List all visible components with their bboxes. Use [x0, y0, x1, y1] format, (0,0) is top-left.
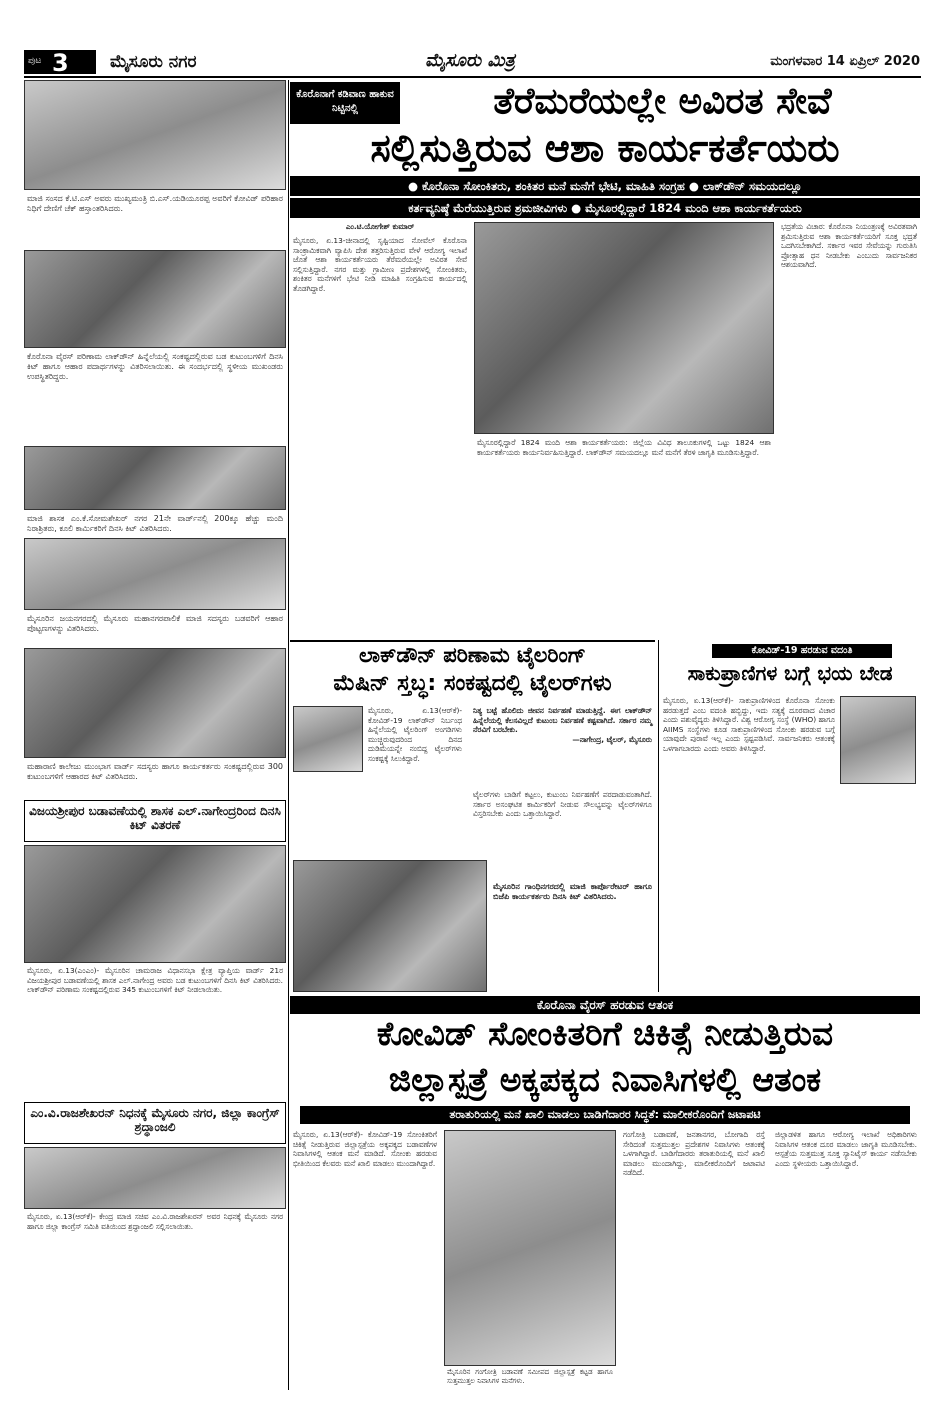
- donation-photo: [24, 80, 286, 190]
- hospital-subhead: ತರಾತುರಿಯಲ್ಲಿ ಮನೆ ಖಾಲಿ ಮಾಡಲು ಬಾಡಿಗೆದಾರರ ಸಿದ್ಧತೆ: ಮಾಲೀಕರೊಂದಿಗೆ ಜಟಾಪಟಿ: [300, 1106, 910, 1124]
- issue-date: ಮಂಗಳವಾರ 14 ಏಪ್ರಿಲ್ 2020: [770, 54, 920, 69]
- rajashekharan-body: ಮೈಸೂರು, ಏ.13(ಆರ್‌ಕೆ)- ಕೇಂದ್ರ ಮಾಜಿ ಸಚಿವ ಎಂ.ವಿ.ರಾಜಶೇಖರನ್ ಅವರ ನಿಧನಕ್ಕೆ ಮೈಸೂರು ನಗರ ಹಾಗೂ ಜಿಲ್ಲಾ ಕಾಂಗ್ರೆಸ್ ಸಮಿತಿ ವತಿಯಿಂದ ಶ್ರದ್ಧಾಂಜಲಿ ಸಲ್ಲಿಸಲಾಯಿತು.: [27, 1212, 283, 1231]
- jayanagar-caption: ಮೈಸೂರಿನ ಜಯನಗರದಲ್ಲಿ ಮೈಸೂರು ಮಹಾನಗರಪಾಲಿಕೆ ಮಾಜಿ ಸದಸ್ಯರು ಬಡವರಿಗೆ ಆಹಾರ ಪೊಟ್ಟಣಗಳನ್ನು ವಿತರಿಸಿದರು.: [27, 614, 283, 633]
- hospital-column-3: ಗಂಗೋತ್ರಿ ಬಡಾವಣೆ, ಜನತಾನಗರ, ಬೋಗಾದಿ ರಸ್ತೆ ಸೇರಿದಂತೆ ಸುತ್ತಮುತ್ತಲ ಪ್ರದೇಶಗಳ ನಿವಾಸಿಗಳು ಆತಂಕಕ್ಕೆ ಒಳಗಾಗಿದ್ದಾರೆ. ಬಾಡಿಗೆದಾರರು ತರಾತುರಿಯಲ್ಲಿ ಮನೆ ಖಾಲಿ ಮಾಡಲು ಮುಂದಾಗಿದ್ದು, ಮಾಲೀಕರೊಂದಿಗೆ ಜಟಾಪಟಿ ನಡೆದಿದೆ.: [623, 1130, 765, 1178]
- ward-21-photo: [24, 446, 286, 510]
- tailor-body-2: ಟೈಲರ್‌ಗಳು ಬಾಡಿಗೆ ಕಟ್ಟಲು, ಕುಟುಂಬ ನಿರ್ವಹಣೆಗೆ ಪರದಾಡುವಂತಾಗಿದೆ. ಸರ್ಕಾರ ಅಸಂಘಟಿತ ಕಾರ್ಮಿಕರಿಗೆ ನೀಡುವ ಸೌಲಭ್ಯವನ್ನು ಟೈಲರ್‌ಗಳಿಗೂ ವಿಸ್ತರಿಸಬೇಕು ಎಂದು ಒತ್ತಾಯಿಸಿದ್ದಾರೆ.: [473, 790, 652, 819]
- tailor-quote-text: ನಿತ್ಯ ಬಟ್ಟೆ ಹೊಲಿದು ಜೀವನ ನಿರ್ವಹಣೆ ಮಾಡುತ್ತಿದ್ದೆ. ಈಗ ಲಾಕ್‌ಡೌನ್ ಹಿನ್ನೆಲೆಯಲ್ಲಿ ಕೆಲಸವಿಲ್ಲದೆ ಕುಟುಂಬ ನಿರ್ವಹಣೆ ಕಷ್ಟವಾಗಿದೆ. ಸರ್ಕಾರ ನಮ್ಮ ನೆರವಿಗೆ ಬರಬೇಕು.: [473, 706, 652, 735]
- vijayashripura-body: ಮೈಸೂರು, ಏ.13(ಎಂಎಂ)- ಮೈಸೂರಿನ ಚಾಮರಾಜ ವಿಧಾನಸಭಾ ಕ್ಷೇತ್ರ ವ್ಯಾಪ್ತಿಯ ವಾರ್ಡ್ 21ರ ವಿಜಯಶ್ರೀಪುರ ಬಡಾವಣೆಯಲ್ಲಿ ಶಾಸಕ ಎಲ್.ನಾಗೇಂದ್ರ ಅವರು ಬಡ ಕುಟುಂಬಗಳಿಗೆ ದಿನಸಿ ಕಿಟ್ ವಿತರಿಸಿದರು. ಲಾಕ್‌ಡೌನ್ ಪರಿಣಾಮ ಸಂಕಷ್ಟದಲ್ಲಿರುವ 345 ಕುಟುಂಬಗಳಿಗೆ ಕಿಟ್ ನೀಡಲಾಯಿತು.: [27, 966, 283, 995]
- lead-subhead-1: ● ಕೊರೊನಾ ಸೋಂಕಿತರು, ಶಂಕಿತರ ಮನೆ ಮನೆಗೆ ಭೇಟಿ, ಮಾಹಿತಿ ಸಂಗ್ರಹ ● ಲಾಕ್‌ಡೌನ್ ಸಮಯದಲ್ಲೂ: [290, 176, 920, 196]
- vijayashripura-photo: [24, 845, 286, 963]
- maharani-caption: ಮಹಾರಾಣಿ ಕಾಲೇಜು ಮುಂಭಾಗ ವಾರ್ಡ್ ಸದಸ್ಯರು ಹಾಗೂ ಕಾರ್ಯಕರ್ತರು ಸಂಕಷ್ಟದಲ್ಲಿರುವ 300 ಕುಟುಂಬಗಳಿಗೆ ಆಹಾರದ ಕಿಟ್ ವಿತರಿಸಿದರು.: [27, 762, 283, 781]
- hospital-column-4: ಜಿಲ್ಲಾಡಳಿತ ಹಾಗೂ ಆರೋಗ್ಯ ಇಲಾಖೆ ಅಧಿಕಾರಿಗಳು ನಿವಾಸಿಗಳ ಆತಂಕ ದೂರ ಮಾಡಲು ಜಾಗೃತಿ ಮೂಡಿಸಬೇಕು. ಆಸ್ಪತ್ರೆಯ ಸುತ್ತಮುತ್ತ ಸೂಕ್ತ ಸ್ಯಾನಿಟೈಸ್ ಕಾರ್ಯ ನಡೆಸಬೇಕು ಎಂದು ಸ್ಥಳೀಯರು ಒತ್ತಾಯಿಸಿದ್ದಾರೆ.: [775, 1130, 917, 1168]
- paper-name: ಮೈಸೂರು ಮಿತ್ರ: [425, 50, 515, 71]
- lead-column-3: ಮೈಸೂರಲ್ಲಿದ್ದಾರೆ 1824 ಮಂದಿ ಆಶಾ ಕಾರ್ಯಕರ್ತೆಯರು: ಜಿಲ್ಲೆಯ ವಿವಿಧ ತಾಲೂಕುಗಳಲ್ಲಿ ಒಟ್ಟು 1824 ಆಶಾ ಕಾರ್ಯಕರ್ತೆಯರು ಕಾರ್ಯನಿರ್ವಹಿಸುತ್ತಿದ್ದಾರೆ. ಲಾಕ್‌ಡೌನ್ ಸಮಯದಲ್ಲೂ ಮನೆ ಮನೆಗೆ ತೆರಳಿ ಜಾಗೃತಿ ಮೂಡಿಸುತ್ತಿದ್ದಾರೆ.: [477, 438, 771, 457]
- ward-21-caption: ಮಾಜಿ ಶಾಸಕ ಎಂ.ಕೆ.ಸೋಮಶೇಖರ್ ನಗರ 21ನೇ ವಾರ್ಡ್‌ನಲ್ಲಿ 200ಕ್ಕೂ ಹೆಚ್ಚು ಮಂದಿ ನಿರಾಶ್ರಿತರು, ಕೂಲಿ ಕಾರ್ಮಿಕರಿಗೆ ದಿನಸಿ ಕಿಟ್ ವಿತರಿಸಿದರು.: [27, 514, 283, 533]
- hospital-photo: [444, 1130, 616, 1366]
- lead-byline: ಎಂ.ಟಿ.ಯೋಗೇಶ್ ಕುಮಾರ್: [345, 222, 415, 231]
- donation-caption: ಮಾಜಿ ಸಂಸದ ಕೆ.ಟಿ.ಎಸ್ ಅವರು ಮುಖ್ಯಮಂತ್ರಿ ಬಿ.ಎಸ್.ಯಡಿಯೂರಪ್ಪ ಅವರಿಗೆ ಕೋವಿಡ್ ಪರಿಹಾರ ನಿಧಿಗೆ ದೇಣಿಗೆ ಚೆಕ್ ಹಸ್ತಾಂತರಿಸಿದರು.: [27, 194, 283, 213]
- sewing-machine-photo: [293, 706, 363, 772]
- tribute-photo: [24, 1147, 286, 1209]
- left-column-divider: [288, 80, 289, 1390]
- kit-distribution-caption: ಕೊರೊನಾ ವೈರಸ್ ಪರಿಣಾಮ ಲಾಕ್‌ಡೌನ್ ಹಿನ್ನೆಲೆಯಲ್ಲಿ ಸಂಕಷ್ಟದಲ್ಲಿರುವ ಬಡ ಕುಟುಂಬಗಳಿಗೆ ದಿನಸಿ ಕಿಟ್ ಹಾಗೂ ಆಹಾರ ಪದಾರ್ಥಗಳನ್ನು ವಿತರಿಸಲಾಯಿತು. ಈ ಸಂದರ್ಭದಲ್ಲಿ ಸ್ಥಳೀಯ ಮುಖಂಡರು ಉಪಸ್ಥಿತರಿದ್ದರು.: [27, 352, 283, 381]
- hospital-headline-1: ಕೋವಿಡ್ ಸೋಂಕಿತರಿಗೆ ಚಿಕಿತ್ಸೆ ನೀಡುತ್ತಿರುವ: [376, 1016, 834, 1053]
- tailor-body-1: ಮೈಸೂರು, ಏ.13(ಆರ್‌ಕೆ)- ಕೋವಿಡ್-19 ಲಾಕ್‌ಡೌನ್ ನಿರ್ಬಂಧ ಹಿನ್ನೆಲೆಯಲ್ಲಿ ಟೈಲರಿಂಗ್ ಅಂಗಡಿಗಳು ಮುಚ್ಚಿರುವುದರಿಂದ ದಿನದ ದುಡಿಮೆಯನ್ನೇ ನಂಬಿದ್ದ ಟೈಲರ್‌ಗಳು ಸಂಕಷ್ಟಕ್ಕೆ ಸಿಲುಕಿದ್ದಾರೆ.: [368, 706, 462, 763]
- page-number: 3: [52, 50, 69, 74]
- hospital-photo-caption: ಮೈಸೂರಿನ ಗಂಗೋತ್ರಿ ಬಡಾವಣೆ ಸಮೀಪದ ಜಿಲ್ಲಾಸ್ಪತ್ರೆ ಕಟ್ಟಡ ಹಾಗೂ ಸುತ್ತಮುತ್ತಲ ನಿವಾಸಿಗಳ ಮನೆಗಳು.: [447, 1368, 613, 1385]
- lead-headline-2: ಸಲ್ಲಿಸುತ್ತಿರುವ ಆಶಾ ಕಾರ್ಯಕರ್ತೆಯರು: [370, 128, 840, 170]
- tailor-quote: [470, 706, 655, 786]
- tailor-headline-2: ಮೆಷಿನ್ ಸ್ತಬ್ಧ: ಸಂಕಷ್ಟದಲ್ಲಿ ಟೈಲರ್‌ಗಳು: [333, 672, 612, 696]
- doctor-headline: ಸಾಕುಪ್ರಾಣಿಗಳ ಬಗ್ಗೆ ಭಯ ಬೇಡ: [687, 662, 893, 685]
- veterinarian-photo: [840, 696, 916, 784]
- lead-column-1: ಮೈಸೂರು, ಏ.13-ಚೀನಾದಲ್ಲಿ ಸೃಷ್ಟಿಯಾದ ನೋವೆಲ್ ಕೊರೊನಾ ಸಾಂಕ್ರಾಮಿಕವಾಗಿ ವ್ಯಾಪಿಸಿ ದೇಶ ತತ್ತರಿಸುತ್ತಿರುವ ವೇಳೆ ಆರೋಗ್ಯ ಇಲಾಖೆ ಜೊತೆ ಆಶಾ ಕಾರ್ಯಕರ್ತೆಯರು ತೆರೆಮರೆಯಲ್ಲೇ ಅವಿರತ ಸೇವೆ ಸಲ್ಲಿಸುತ್ತಿದ್ದಾರೆ. ನಗರ ಮತ್ತು ಗ್ರಾಮೀಣ ಪ್ರದೇಶಗಳಲ್ಲಿ ಸೋಂಕಿತರು, ಶಂಕಿತರ ಮನೆಗಳಿಗೆ ಭೇಟಿ ನೀಡಿ ಮಾಹಿತಿ ಸಂಗ್ರಹಿಸುವ ಕಾರ್ಯದಲ್ಲಿ ತೊಡಗಿದ್ದಾರೆ.: [293, 236, 467, 293]
- maharani-photo: [24, 648, 286, 758]
- page-number-badge: [24, 50, 96, 74]
- gandhinagar-caption: ಮೈಸೂರಿನ ಗಾಂಧಿನಗರದಲ್ಲಿ ಮಾಜಿ ಕಾರ್ಪೊರೇಟರ್ ಹಾಗೂ ಬಿಜೆಪಿ ಕಾರ್ಯಕರ್ತರು ದಿನಸಿ ಕಿಟ್ ವಿತರಿಸಿದರು.: [493, 882, 652, 901]
- lead-column-5: ಭದ್ರತೆಯ ವಿಚಾರ: ಕೊರೊನಾ ನಿಯಂತ್ರಣಕ್ಕೆ ಅವಿರತವಾಗಿ ಶ್ರಮಿಸುತ್ತಿರುವ ಆಶಾ ಕಾರ್ಯಕರ್ತೆಯರಿಗೆ ಸೂಕ್ತ ಭದ್ರತೆ ಒದಗಿಸಬೇಕಾಗಿದೆ. ಸರ್ಕಾರ ಇವರ ಸೇವೆಯನ್ನು ಗುರುತಿಸಿ ಪ್ರೋತ್ಸಾಹ ಧನ ನೀಡಬೇಕು ಎಂಬುದು ಸಾರ್ವಜನಿಕರ ಆಶಯವಾಗಿದೆ.: [781, 222, 917, 270]
- kit-distribution-photo: [24, 250, 286, 348]
- tailor-top-rule: [290, 640, 655, 642]
- hospital-column-1: ಮೈಸೂರು, ಏ.13(ಆರ್‌ಕೆ)- ಕೋವಿಡ್-19 ಸೋಂಕಿತರಿಗೆ ಚಿಕಿತ್ಸೆ ನೀಡುತ್ತಿರುವ ಜಿಲ್ಲಾಸ್ಪತ್ರೆಯ ಅಕ್ಕಪಕ್ಕದ ಬಡಾವಣೆಗಳ ನಿವಾಸಿಗಳಲ್ಲಿ ಆತಂಕ ಮನೆ ಮಾಡಿದೆ. ಸೋಂಕು ಹರಡುವ ಭೀತಿಯಿಂದ ಕೆಲವರು ಮನೆ ಖಾಲಿ ಮಾಡಲು ಮುಂದಾಗಿದ್ದಾರೆ.: [293, 1130, 437, 1168]
- asha-workers-photo: [474, 222, 774, 434]
- hospital-headline-2: ಜಿಲ್ಲಾಸ್ಪತ್ರೆ ಅಕ್ಕಪಕ್ಕದ ನಿವಾಸಿಗಳಲ್ಲಿ ಆತಂಕ: [388, 1062, 822, 1099]
- tailor-quote-attribution: —ನಾಗೇಂದ್ರ, ಟೈಲರ್, ಮೈಸೂರು: [572, 734, 652, 744]
- masthead-rule: [24, 76, 921, 78]
- gandhinagar-photo: [293, 860, 487, 992]
- lead-subhead-2: ಕರ್ತವ್ಯನಿಷ್ಠೆ ಮೆರೆಯುತ್ತಿರುವ ಶ್ರಮಜೀವಿಗಳು ● ಮೈಸೂರಲ್ಲಿದ್ದಾರೆ 1824 ಮಂದಿ ಆಶಾ ಕಾರ್ಯಕರ್ತೆಯರು: [290, 198, 920, 218]
- vijayashripura-headline: ವಿಜಯಶ್ರೀಪುರ ಬಡಾವಣೆಯಲ್ಲಿ ಶಾಸಕ ಎಲ್.ನಾಗೇಂದ್ರರಿಂದ ದಿನಸಿ ಕಿಟ್ ವಿತರಣೆ: [24, 800, 286, 842]
- jayanagar-photo: [24, 538, 286, 610]
- tailor-headline-1: ಲಾಕ್‌ಡೌನ್ ಪರಿಣಾಮ ಟೈಲರಿಂಗ್: [359, 644, 586, 667]
- hospital-kicker: ಕೊರೊನಾ ವೈರಸ್ ಹರಡುವ ಆತಂಕ: [290, 996, 920, 1014]
- doctor-body: ಮೈಸೂರು, ಏ.13(ಆರ್‌ಕೆ)- ಸಾಕುಪ್ರಾಣಿಗಳಿಂದ ಕೊರೊನಾ ಸೋಂಕು ಹರಡುತ್ತದೆ ಎಂಬ ವದಂತಿ ಹಬ್ಬಿದ್ದು, ಇದು ಸತ್ಯಕ್ಕೆ ದೂರವಾದ ವಿಚಾರ ಎಂದು ಪಶುವೈದ್ಯರು ತಿಳಿಸಿದ್ದಾರೆ. ವಿಶ್ವ ಆರೋಗ್ಯ ಸಂಸ್ಥೆ (WHO) ಹಾಗೂ AIIMS ಸಂಸ್ಥೆಗಳು ಕೂಡ ಸಾಕುಪ್ರಾಣಿಗಳಿಂದ ಸೋಂಕು ಹರಡುವ ಬಗ್ಗೆ ಯಾವುದೇ ಪುರಾವೆ ಇಲ್ಲ ಎಂದು ಸ್ಪಷ್ಟಪಡಿಸಿವೆ. ಸಾರ್ವಜನಿಕರು ಆತಂಕಕ್ಕೆ ಒಳಗಾಗಬಾರದು ಎಂದು ಅವರು ತಿಳಿಸಿದ್ದಾರೆ.: [663, 696, 835, 753]
- lead-headline-1: ತೆರೆಮರೆಯಲ್ಲೇ ಅವಿರತ ಸೇವೆ: [493, 82, 832, 122]
- tailor-doctor-divider: [658, 640, 659, 992]
- lead-kicker: ಕೊರೊನಾಗೆ ಕಡಿವಾಣ ಹಾಕುವ ನಿಟ್ಟಿನಲ್ಲಿ: [290, 82, 400, 124]
- rajashekharan-headline: ಎಂ.ವಿ.ರಾಜಶೇಖರನ್ ನಿಧನಕ್ಕೆ ಮೈಸೂರು ನಗರ, ಜಿಲ್ಲಾ ಕಾಂಗ್ರೆಸ್ ಶ್ರದ್ಧಾಂಜಲಿ: [24, 1102, 286, 1144]
- doctor-kicker: ಕೋವಿಡ್-19 ಹರಡುವ ವದಂತಿ: [712, 644, 892, 658]
- section-name: ಮೈಸೂರು ನಗರ: [110, 52, 197, 72]
- page-label: ಪುಟ: [28, 56, 42, 66]
